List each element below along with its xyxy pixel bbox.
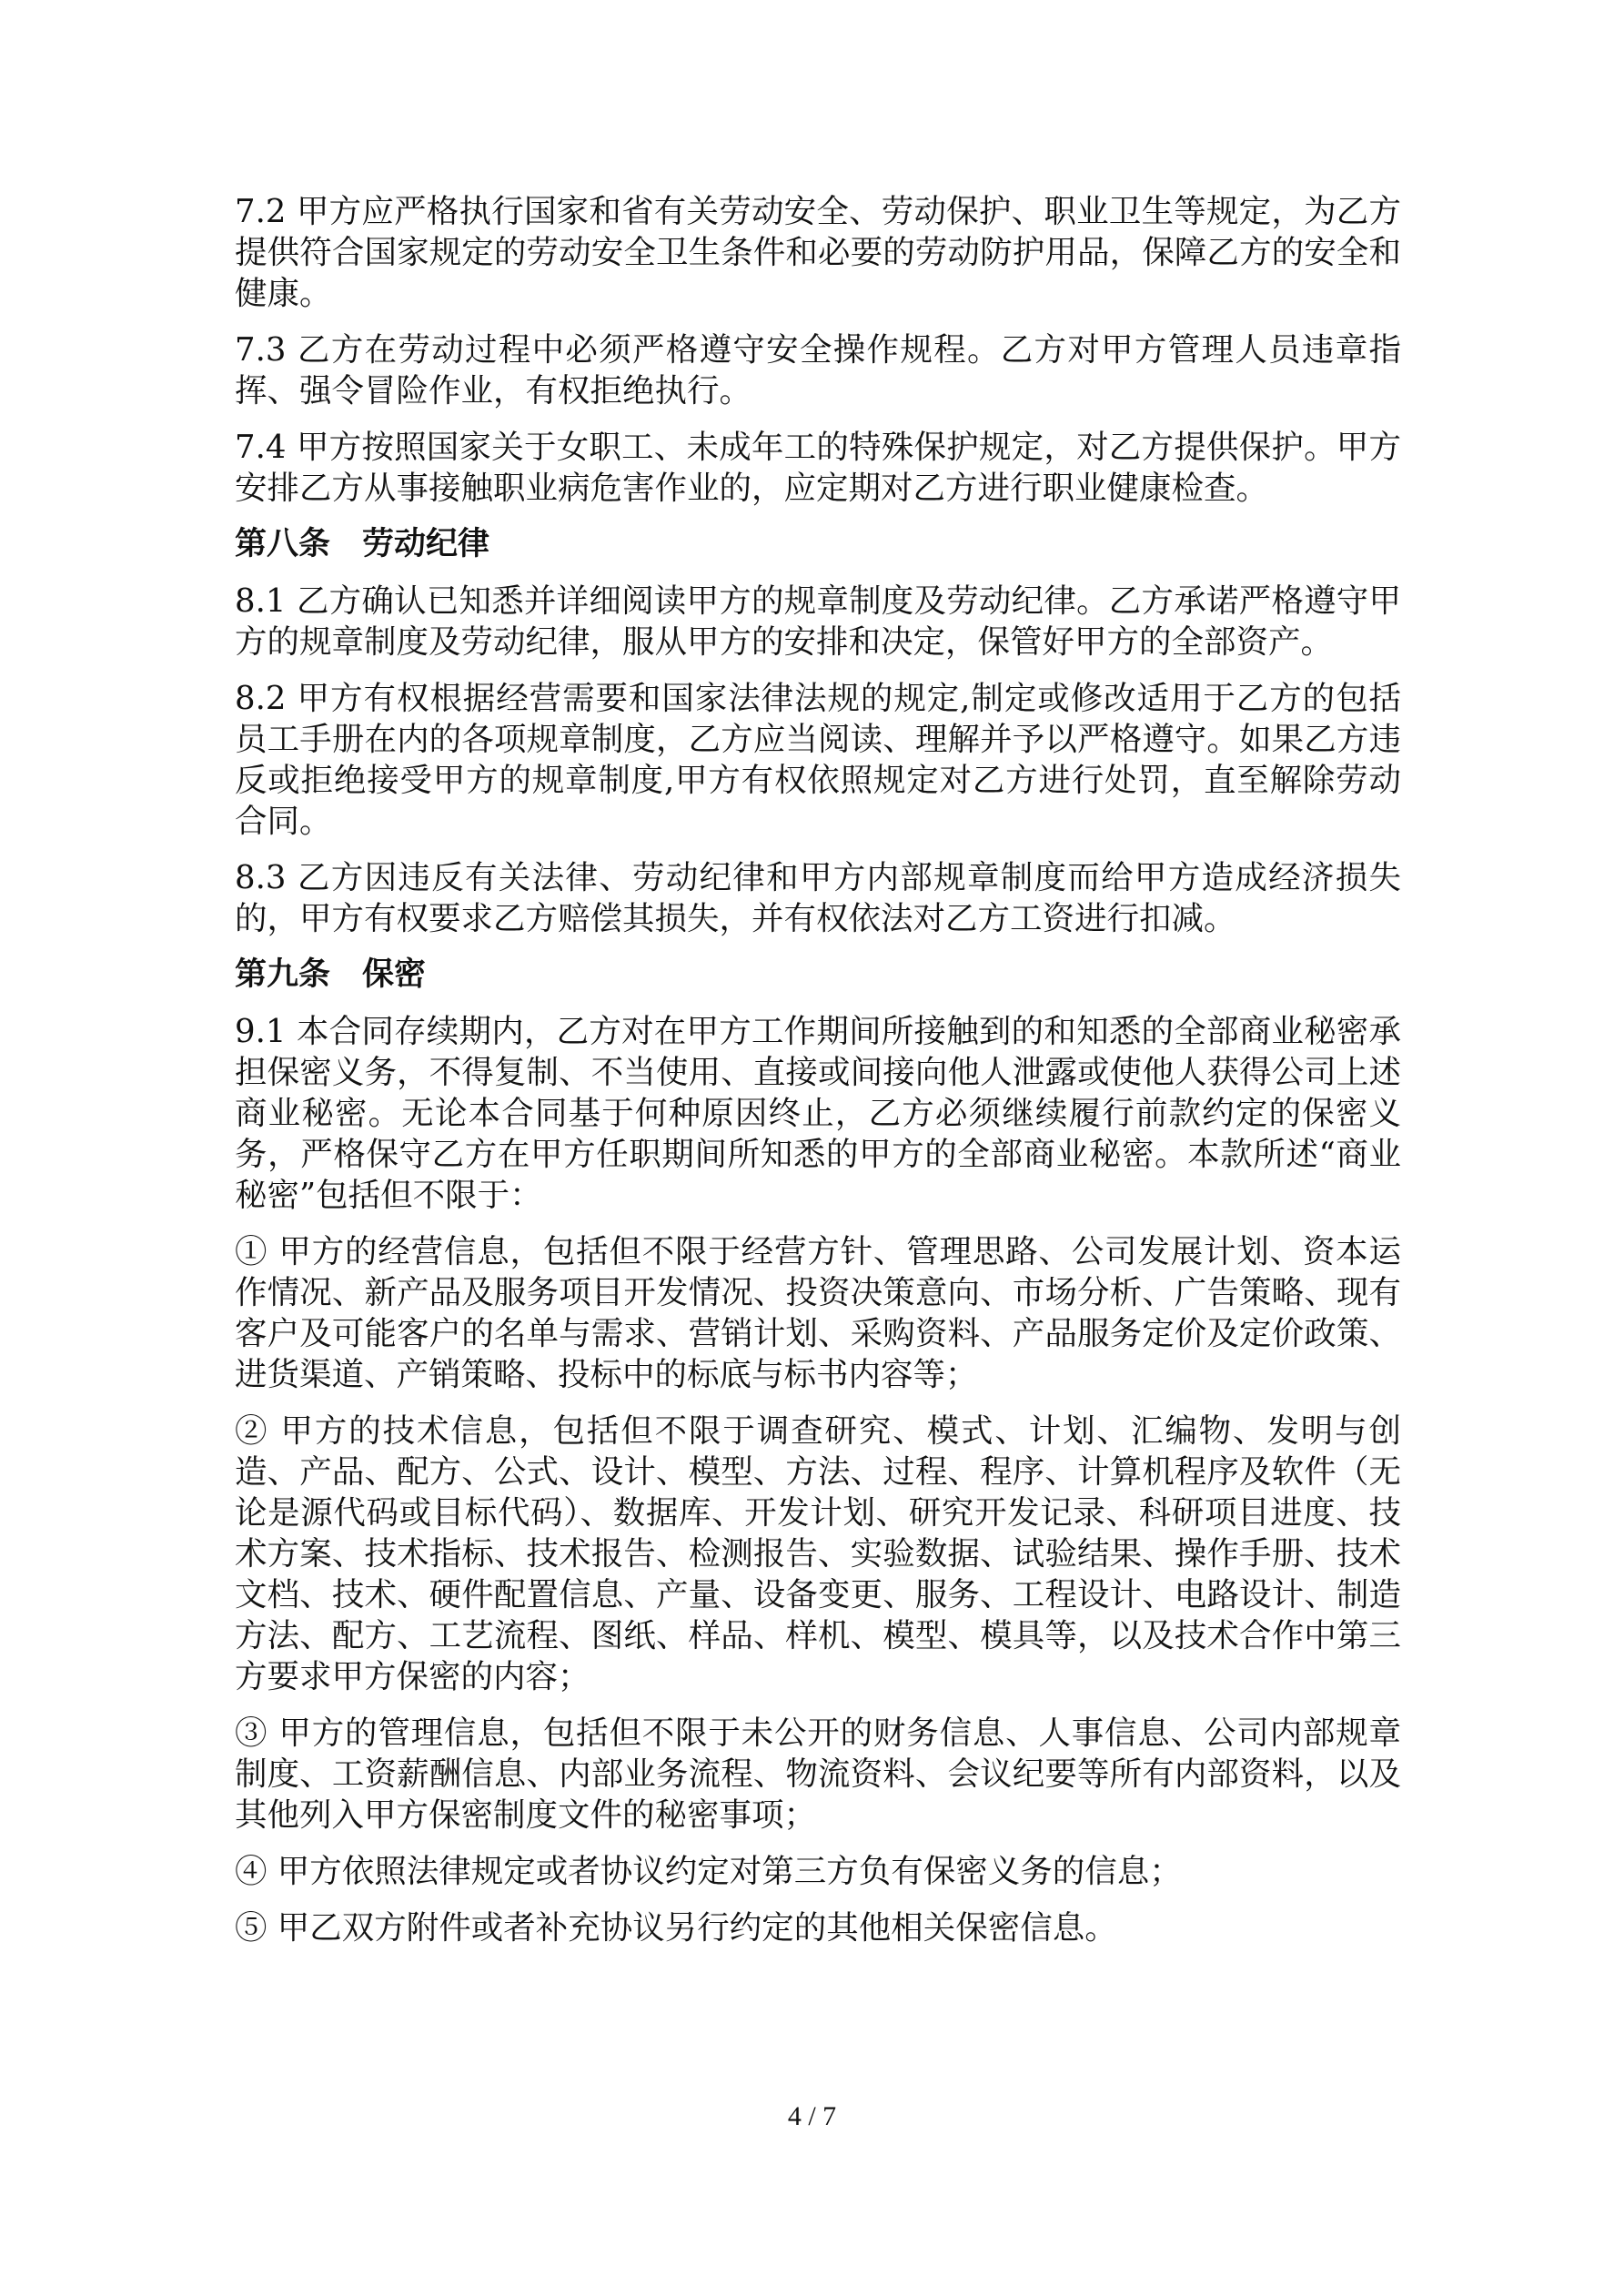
- paragraph-9-1: 9.1 本合同存续期内，乙方对在甲方工作期间所接触到的和知悉的全部商业秘密承担保密义务，不得复制、不当使用、直接或间接向他人泄露或使他人获得公司上述商业秘密。无论本合同基于何种原因终止，乙方必须继续履行前款约定的保密义务，严格保守乙方在甲方任职期间所知悉的甲方的全部商业秘密。本款所述“商业秘密”包括但不限于：: [235, 1013, 1401, 1214]
- paragraph-7-3: 7.3 乙方在劳动过程中必须严格遵守安全操作规程。乙方对甲方管理人员违章指挥、强令冒险作业，有权拒绝执行。: [235, 331, 1401, 410]
- list-item-other-info: ⑤ 甲乙双方附件或者补充协议另行约定的其他相关保密信息。: [235, 1909, 1117, 1947]
- list-item-management-info: ③ 甲方的管理信息，包括但不限于未公开的财务信息、人事信息、公司内部规章制度、工资薪酬信息、内部业务流程、物流资料、会议纪要等所有内部资料，以及其他列入甲方保密制度文件的秘密事项；: [235, 1714, 1401, 1834]
- list-item-technical-info: ② 甲方的技术信息，包括但不限于调查研究、模式、计划、汇编物、发明与创造、产品、配方、公式、设计、模型、方法、过程、程序、计算机程序及软件（无论是源代码或目标代码）、数据库、开发计划、研究开发记录、科研项目进度、技术方案、技术指标、技术报告、检测报告、实验数据、试验结果、操作手册、技术文档、技术、硬件配置信息、产量、设备变更、服务、工程设计、电路设计、制造方法、配方、工艺流程、图纸、样品、样机、模型、模具等，以及技术合作中第三方要求甲方保密的内容；: [235, 1412, 1401, 1695]
- list-item-third-party-info: ④ 甲方依照法律规定或者协议约定对第三方负有保密义务的信息；: [235, 1853, 1182, 1890]
- list-item-business-info: ① 甲方的经营信息，包括但不限于经营方针、管理思路、公司发展计划、资本运作情况、新产品及服务项目开发情况、投资决策意向、市场分析、广告策略、现有客户及可能客户的名单与需求、营销计划、采购资料、产品服务定价及定价政策、进货渠道、产销策略、投标中的标底与标书内容等；: [235, 1233, 1401, 1393]
- section-heading-article-8: 第八条 劳动纪律: [235, 526, 490, 562]
- page-number: 4 / 7: [787, 2101, 837, 2131]
- section-heading-article-9: 第九条 保密: [235, 956, 427, 993]
- paragraph-7-2: 7.2 甲方应严格执行国家和省有关劳动安全、劳动保护、职业卫生等规定，为乙方提供符合国家规定的劳动安全卫生条件和必要的劳动防护用品，保障乙方的安全和健康。: [235, 193, 1401, 312]
- document-body: [235, 191, 1401, 1964]
- paragraph-8-2: 8.2 甲方有权根据经营需要和国家法律法规的规定,制定或修改适用于乙方的包括员工手册在内的各项规章制度，乙方应当阅读、理解并予以严格遵守。如果乙方违反或拒绝接受甲方的规章制度,甲方有权依照规定对乙方进行处罚，直至解除劳动合同。: [235, 680, 1401, 840]
- paragraph-7-4: 7.4 甲方按照国家关于女职工、未成年工的特殊保护规定，对乙方提供保护。甲方安排乙方从事接触职业病危害作业的，应定期对乙方进行职业健康检查。: [235, 429, 1401, 507]
- paragraph-8-1: 8.1 乙方确认已知悉并详细阅读甲方的规章制度及劳动纪律。乙方承诺严格遵守甲方的规章制度及劳动纪律，服从甲方的安排和决定，保管好甲方的全部资产。: [235, 582, 1401, 661]
- paragraph-8-3: 8.3 乙方因违反有关法律、劳动纪律和甲方内部规章制度而给甲方造成经济损失的，甲方有权要求乙方赔偿其损失，并有权依法对乙方工资进行扣减。: [235, 859, 1401, 937]
